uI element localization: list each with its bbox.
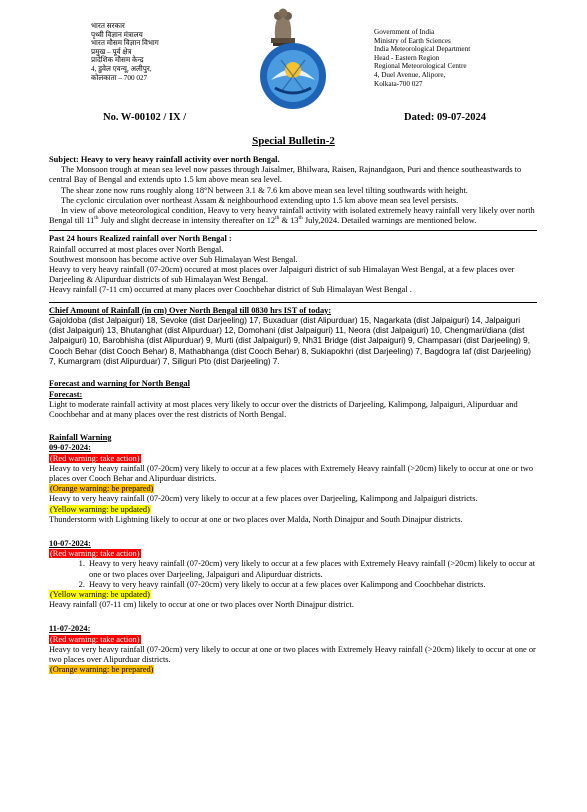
warning-text: Heavy rainfall (07-11 cm) likely to occur at one or two places over North Dinajpur district.: [49, 600, 354, 610]
view-text: July,2024. Detailed warnings are mentioned below.: [302, 216, 477, 226]
section-divider: [49, 302, 537, 303]
synoptic-paragraph: The Monsoon trough at mean sea level now passes through Jaisalmer, Bhilwara, Raisen, Rajnandgaon, Puri and thence southeastwards to central Bay of Bengal and extends upto 1.5 km above mean sea level.: [49, 165, 522, 185]
superscript: th: [275, 215, 280, 222]
chief-amount-list: Gajoldoba (dist Jalpaiguri) 18, Sevoke (dist Darjeeling) 17, Buxaduar (dist Alipurduar) 15, Nagarkata (dist Jalpaiguri) 14, Jalpaiguri (dist Jalpaiguri) 13, Bhutanghat (dist Alipurduar) 12, Domohani (dist Jalpaiguri) 11, Neora (dist Jalpaiguri) 10, Chengmari/diana (dist Jalpaiguri) 10, Barobhisha (dist Alipurduar) 9, Murti (dist Jalpaiguri) 9, Nh31 Bridge (dist Jalpaiguri) 9, Champasari (dist Darjeeling) 9, Cooch Behar (dist Cooch Behar) 8, Mathabhanga (dist Cooch Behar) 8, Sukiapokhri (dist Darjeeling) 7, Bagdogra Iaf (dist Darjeeling) 7, Kumargram (dist Alipurduar) 7, Siliguri Pto (dist Darjeeling) 7.: [49, 315, 531, 367]
yellow-warning-label: [49, 590, 537, 600]
orange-warning-label: [49, 484, 537, 494]
superscript: th: [298, 215, 303, 222]
view-paragraph: [49, 206, 537, 226]
synoptic-paragraph: The cyclonic circulation over northeast Assam & neighbourhood extending upto 1.5 km above mean sea level persists.: [61, 195, 459, 205]
orange-warning-label: [49, 665, 537, 675]
view-text: July and slight decrease in intensity thereafter on 12: [98, 216, 276, 226]
warning-list-item: 2. Heavy to very heavy rainfall (07-20cm) very likely to occur at a few places over Kalimpong and Coochbehar districts.: [87, 580, 537, 590]
red-warning-badge: (Red warning: take action): [50, 634, 140, 644]
section-divider: [49, 230, 537, 231]
letterhead-hindi: [91, 22, 191, 82]
imd-logo-icon: [257, 40, 329, 112]
letterhead-line: 4, Duel Avenue, Alipore,: [374, 70, 446, 79]
letterhead-line: पृथ्वी विज्ञान मंत्रालय: [91, 30, 143, 39]
warning-text: Thunderstorm with Lightning likely to occur at one or two places over Malda, North Dinajpur and South Dinajpur districts.: [49, 514, 463, 524]
warning-date: 11-07-2024:: [49, 624, 91, 634]
view-text: & 13: [279, 216, 299, 226]
bulletin-body: [49, 155, 537, 675]
forecast-subheading: Forecast:: [49, 389, 83, 399]
view-text: In view of above meteorological condition, Heavy to very heavy rainfall activity with isolated extremely heavy rainfall very likely over north Bengal till 11: [49, 206, 535, 226]
red-warning-label: [49, 635, 537, 645]
warning-list-item: 1. Heavy to very heavy rainfall (07-20cm) very likely to occur at a few places with Extremely Heavy rainfall (>20cm) likely to occur at one or two places over Darjeeling, Jalpaiguri and Alipurduar districts.: [87, 559, 537, 579]
letterhead-line: Head - Eastern Region: [374, 53, 440, 62]
chief-amount-heading: Chief Amount of Rainfall (in cm) Over North Bengal till 0830 hrs IST of today:: [49, 305, 332, 315]
bulletin-date: Dated: 09-07-2024: [404, 112, 486, 123]
red-warning-label: [49, 454, 537, 464]
letterhead-line: प्रमुख – पूर्व क्षेत्र: [91, 47, 132, 56]
subject-line: Subject: Heavy to very heavy rainfall activity over north Bengal.: [49, 155, 280, 164]
warning-text: Heavy to very heavy rainfall (07-20cm) very likely to occur at a few places over Darjeeling, Kalimpong and Jalpaiguri districts.: [49, 494, 478, 504]
past24-line: Rainfall occurred at most places over North Bengal.: [49, 244, 224, 254]
past24-heading: Past 24 hours Realized rainfall over North Bengal :: [49, 234, 232, 244]
forecast-heading: Forecast and warning for North Bengal: [49, 379, 190, 389]
letterhead-line: 4, डुवेल एवन्यू, अलीपुर,: [91, 64, 152, 73]
letterhead-line: भारत सरकार: [91, 22, 125, 30]
warning-date: 10-07-2024:: [49, 538, 91, 548]
red-warning-label: [49, 549, 537, 559]
warning-text: Heavy to very heavy rainfall (07-20cm) very likely to occur at a few places with Extremely Heavy rainfall (>20cm) likely to occur at one or two places over Cooch Behar and Alipurduar districts.: [49, 463, 534, 483]
forecast-text: Light to moderate rainfall activity at most places very likely to occur over the districts of Darjeeling, Kalimpong, Jalpaiguri, Alipurduar and Coochbehar and at many places over the rest districts of North Bengal.: [49, 399, 518, 419]
yellow-warning-badge: (Yellow warning: be updated): [50, 504, 150, 514]
red-warning-badge: (Red warning: take action): [50, 549, 140, 559]
letterhead-english: [374, 28, 524, 88]
superscript: th: [94, 215, 99, 222]
orange-warning-badge: (Orange warning: be prepared): [50, 484, 154, 494]
letterhead-line: कोलकाता – 700 027: [91, 73, 148, 82]
red-warning-badge: (Red warning: take action): [50, 453, 140, 463]
letterhead-line: India Meteorological Department: [374, 45, 471, 54]
letterhead-line: भारत मौसम विज्ञान विभाग: [91, 39, 159, 48]
warning-text: Heavy to very heavy rainfall (07-20cm) very likely to occur at one or two places with Extremely Heavy rainfall (>20cm) likely to occur at one or two places over Alipurduar districts.: [49, 644, 536, 664]
reference-number: No. W-00102 / IX /: [103, 112, 187, 123]
bulletin-title: Special Bulletin-2: [252, 135, 335, 147]
yellow-warning-badge: (Yellow warning: be updated): [50, 589, 150, 599]
warning-date: 09-07-2024:: [49, 443, 91, 453]
past24-line: Southwest monsoon has become active over Sub Himalayan West Bengal.: [49, 254, 298, 264]
orange-warning-badge: (Orange warning: be prepared): [50, 665, 154, 675]
warning-heading: Rainfall Warning: [49, 433, 112, 443]
past24-line: Heavy to very heavy rainfall (07-20cm) occured at most places over Jalpaiguri district of sub Himalayan West Bengal, at a few places over Darjeeling & Alipurduar districts of sub Himalayan West Bengal.: [49, 265, 515, 285]
letterhead-line: Regional Meteorological Centre: [374, 62, 467, 71]
synoptic-paragraph: The shear zone now runs roughly along 18°N between 3.1 & 7.6 km above mean sea level tilting southwards with height.: [61, 185, 468, 195]
warning-list: [49, 559, 537, 590]
yellow-warning-label: [49, 505, 537, 515]
letterhead-line: Kolkata-700 027: [374, 79, 423, 88]
past24-line: Heavy rainfall (7-11 cm) occurred at many places over Coochbehar district of Sub Himalayan West Bengal .: [49, 285, 412, 295]
letterhead-line: Ministry of Earth Sciences: [374, 36, 451, 45]
letterhead-line: Government of India: [374, 28, 435, 36]
letterhead-line: प्रादेशिक मौसम केन्द्र: [91, 56, 144, 65]
